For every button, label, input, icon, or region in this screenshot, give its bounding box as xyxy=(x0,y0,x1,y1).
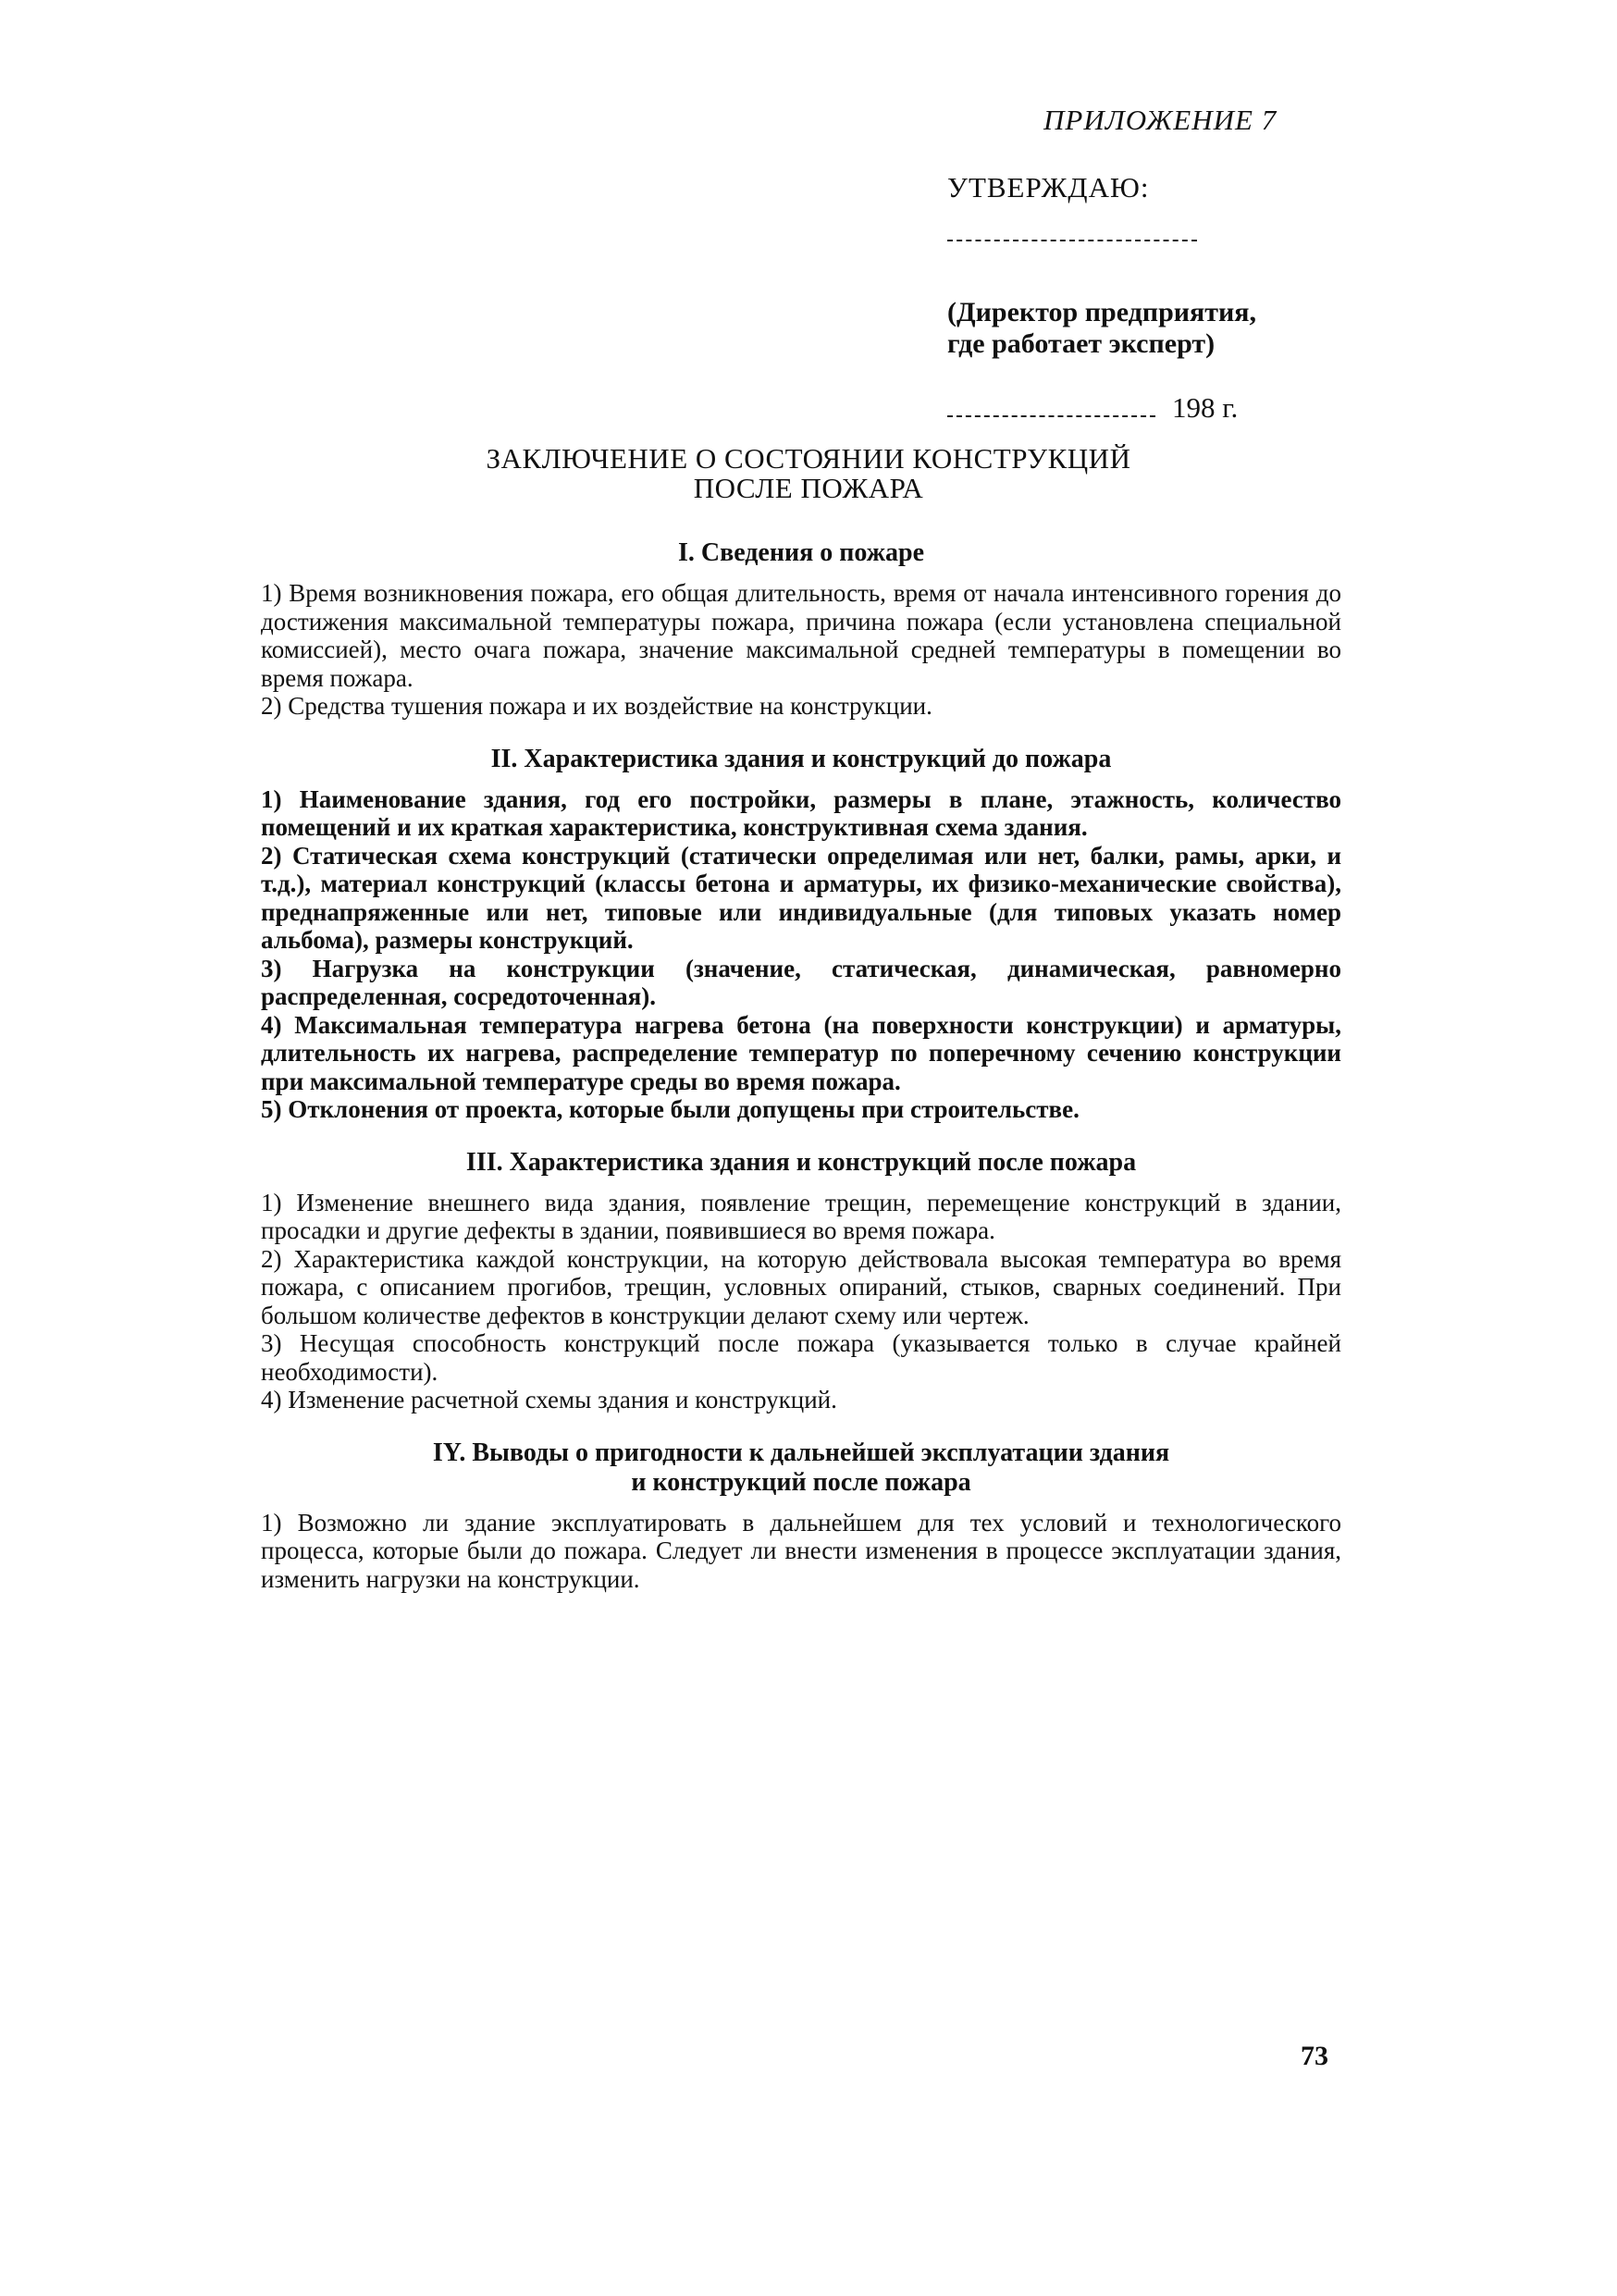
list-item: 1) Наименование здания, год его постройки, размеры в плане, этажность, количество помещений и их краткая характеристика, конструктивная схема здания. xyxy=(261,784,1341,841)
section-conclusions xyxy=(261,1438,1341,1594)
section-heading-line2: и конструкций после пожара xyxy=(631,1467,971,1497)
document-title-line1: ЗАКЛЮЧЕНИЕ О СОСТОЯНИИ КОНСТРУКЦИЙ xyxy=(486,442,1131,475)
section-body xyxy=(261,1189,1341,1414)
section-body xyxy=(261,1509,1341,1594)
document-title-line2: ПОСЛЕ ПОЖАРА xyxy=(693,472,924,504)
approve-label: УТВЕРЖДАЮ: xyxy=(947,171,1150,204)
approval-block xyxy=(947,171,1354,425)
section-heading: III. Характеристика здания и конструкций после пожара xyxy=(465,1147,1137,1177)
section-before-fire xyxy=(261,745,1341,1124)
document-title xyxy=(278,444,1339,503)
list-item: 4) Максимальная температура нагрева бетона (на поверхности конструкции) и арматуры, длительность их нагрева, распределение температур по поперечному сечению конструкции при максимальной температуре среды во время пожара. xyxy=(261,1010,1341,1095)
sections-container xyxy=(261,538,1341,1617)
list-item: 1) Изменение внешнего вида здания, появление трещин, перемещение конструкций в здании, просадки и другие дефекты в здании, появившиеся во время пожара. xyxy=(261,1188,1341,1244)
section-body xyxy=(261,579,1341,721)
section-heading: II. Характеристика здания и конструкций до пожара xyxy=(490,744,1112,773)
appendix-label: ПРИЛОЖЕНИЕ 7 xyxy=(1043,104,1278,136)
section-heading-line1: IY. Выводы о пригодности к дальнейшей эксплуатации здания xyxy=(432,1438,1170,1467)
page-number: 73 xyxy=(1301,2041,1328,2071)
date-blank-line xyxy=(947,415,1155,417)
list-item: 2) Статическая схема конструкций (статически определимая или нет, балки, рамы, арки, и т.д.), материал конструкций (классы бетона и арматуры, их физико-механические свойства), преднапряженные или нет, типовые или индивидуальные (для типовых указать номер альбома), размеры конструкций. xyxy=(261,841,1341,954)
section-heading xyxy=(261,1438,1341,1498)
director-caption-line1: (Директор предприятия, xyxy=(947,297,1257,327)
section-fire-info xyxy=(261,538,1341,721)
list-item: 5) Отклонения от проекта, которые были допущены при строительстве. xyxy=(261,1095,1080,1123)
list-item: 2) Характеристика каждой конструкции, на которую действовала высокая температура во время пожара, с описанием прогибов, трещин, условных опираний, стыков, сварных соединений. При большом количестве дефектов в конструкции делают схему или чертеж. xyxy=(261,1244,1341,1329)
list-item: 3) Несущая способность конструкций после пожара (указывается только в случае крайней необходимости). xyxy=(261,1329,1341,1386)
list-item: 3) Нагрузка на конструкции (значение, статическая, динамическая, равномерно распределенная, сосредоточенная). xyxy=(261,954,1341,1010)
date-row xyxy=(947,391,1354,425)
section-after-fire xyxy=(261,1148,1341,1414)
director-caption xyxy=(947,297,1354,360)
director-caption-line2: где работает эксперт) xyxy=(947,328,1216,359)
section-heading: I. Сведения о пожаре xyxy=(677,538,925,567)
list-item: 4) Изменение расчетной схемы здания и конструкций. xyxy=(261,1386,837,1413)
signature-line xyxy=(947,240,1197,241)
list-item: 2) Средства тушения пожара и их воздействие на конструкции. xyxy=(261,692,932,720)
date-suffix: 198 г. xyxy=(1172,391,1239,424)
list-item: 1) Время возникновения пожара, его общая длительность, время от начала интенсивного горения до достижения максимальной температуры пожара, причина пожара (если установлена специальной комиссией), место очага пожара, значение максимальной средней температуры в помещении во время пожара. xyxy=(261,579,1341,692)
section-body xyxy=(261,785,1341,1124)
list-item: 1) Возможно ли здание эксплуатировать в дальнейшем для тех условий и технологического процесса, которые были до пожара. Следует ли внести изменения в процессе эксплуатации здания, изменить нагрузки на конструкции. xyxy=(261,1508,1341,1593)
